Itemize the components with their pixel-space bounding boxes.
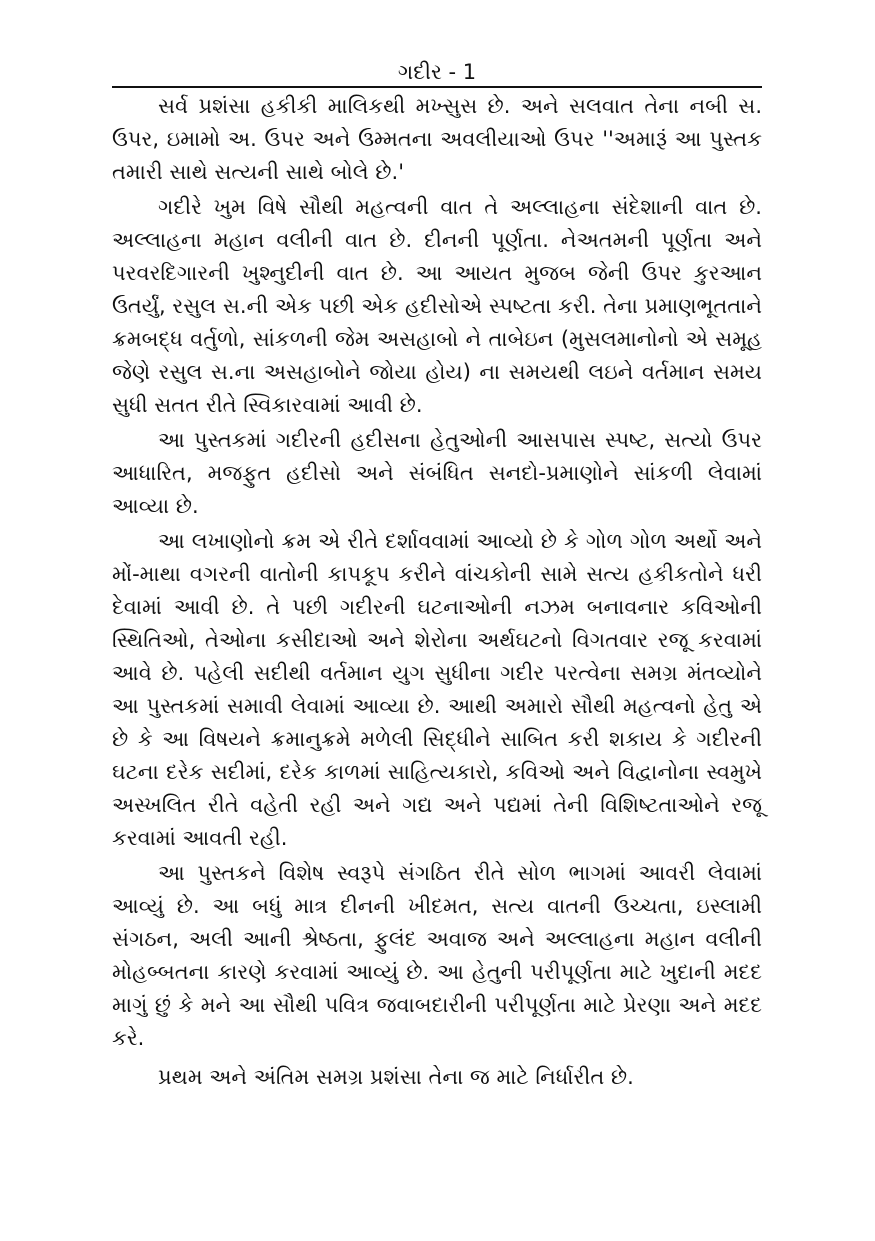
- running-head: ગદીર - 1: [397, 60, 477, 84]
- body-text: [112, 90, 762, 1096]
- paragraph-2: ગદીરે ખુમ વિષે સૌથી મહત્વની વાત તે અલ્લાહના સંદેશાની વાત છે. અલ્લાહના મહાન વલીની વાત છે. દીનની પૂર્ણતા. નેઅતમની પૂર્ણતા અને પરવરદિગારની ખુશ્નુદીની વાત છે. આ આયત મુજબ જેની ઉપર કુરઆન ઉતર્યું, રસુલ સ.ની એક પછી એક હદીસોએ સ્પષ્ટતા કરી. તેના પ્રમાણભૂતતાને ક્રમબદ્ધ વર્તુળો, સાંકળની જેમ અસહાબો ને તાબેઇન (મુસલમાનોનો એ સમૂહ જેણે રસુલ સ.ના અસહાબોને જોયા હોય) ના સમયથી લઇને વર્તમાન સમય સુધી સતત રીતે સ્વિકારવામાં આવી છે.: [112, 195, 762, 417]
- paragraph-4: આ લખાણોનો ક્રમ એ રીતે દર્શાવવામાં આવ્યો છે કે ગોળ ગોળ અર્થો અને મોં-માથા વગરની વાતોની કાપકૂપ કરીને વાંચકોની સામે સત્ય હકીકતોને ધરી દેવામાં આવી છે. તે પછી ગદીરની ઘટનાઓની નઝમ બનાવનાર કવિઓની સ્થિતિઓ, તેઓના કસીદાઓ અને શેરોના અર્થઘટનો વિગતવાર રજૂ કરવામાં આવે છે. પહેલી સદીથી વર્તમાન યુગ સુધીના ગદીર પરત્વેના સમગ્ર મંતવ્યોને આ પુસ્તકમાં સમાવી લેવામાં આવ્યા છે. આથી અમારો સૌથી મહત્વનો હેતુ એ છે કે આ વિષયને ક્રમાનુક્રમે મળેલી સિદ્ધીને સાબિત કરી શકાય કે ગદીરની ઘટના દરેક સદીમાં, દરેક કાળમાં સાહિત્યકારો, કવિઓ અને વિદ્વાનોના સ્વમુખે અસ્ખલિત રીતે વહેતી રહી અને ગદ્ય અને પદ્યમાં તેની વિશિષ્ટતાઓને રજૂ કરવામાં આવતી રહી.: [112, 529, 762, 850]
- header-rule: [112, 86, 762, 88]
- paragraph-5: આ પુસ્તકને વિશેષ સ્વરૂપે સંગઠિત રીતે સોળ ભાગમાં આવરી લેવામાં આવ્યું છે. આ બધું માત્ર દીનની ખીદમત, સત્ય વાતની ઉચ્ચતા, ઇસ્લામી સંગઠન, અલી આની શ્રેષ્ઠતા, ફુલંદ અવાજ અને અલ્લાહના મહાન વલીની મોહબ્બતના કારણે કરવામાં આવ્યું છે. આ હેતુની પરીપૂર્ણતા માટે ખુદાની મદદ માગું છું કે મને આ સૌથી પવિત્ર જવાબદારીની પરીપૂર્ણતા માટે પ્રેરણા અને મદદ કરે.: [112, 861, 762, 1050]
- paragraph-6: પ્રથમ અને અંતિમ સમગ્ર પ્રશંસા તેના જ માટે નિર્ધારીત છે.: [158, 1065, 634, 1089]
- paragraph-3: આ પુસ્તકમાં ગદીરની હદીસના હેતુઓની આસપાસ સ્પષ્ટ, સત્યો ઉપર આધારિત, મજફુત હદીસો અને સંબંધિત સનદો-પ્રમાણોને સાંકળી લેવામાં આવ્યા છે.: [112, 428, 762, 518]
- paragraph-1: સર્વ પ્રશંસા હકીકી માલિકથી મખ્સુસ છે. અને સલવાત તેના નબી સ. ઉપર, ઇમામો અ. ઉપર અને ઉમ્મતના અવલીયાઓ ઉપર ''અમારૂં આ પુસ્તક તમારી સાથે સત્યની સાથે બોલે છે.': [112, 94, 762, 184]
